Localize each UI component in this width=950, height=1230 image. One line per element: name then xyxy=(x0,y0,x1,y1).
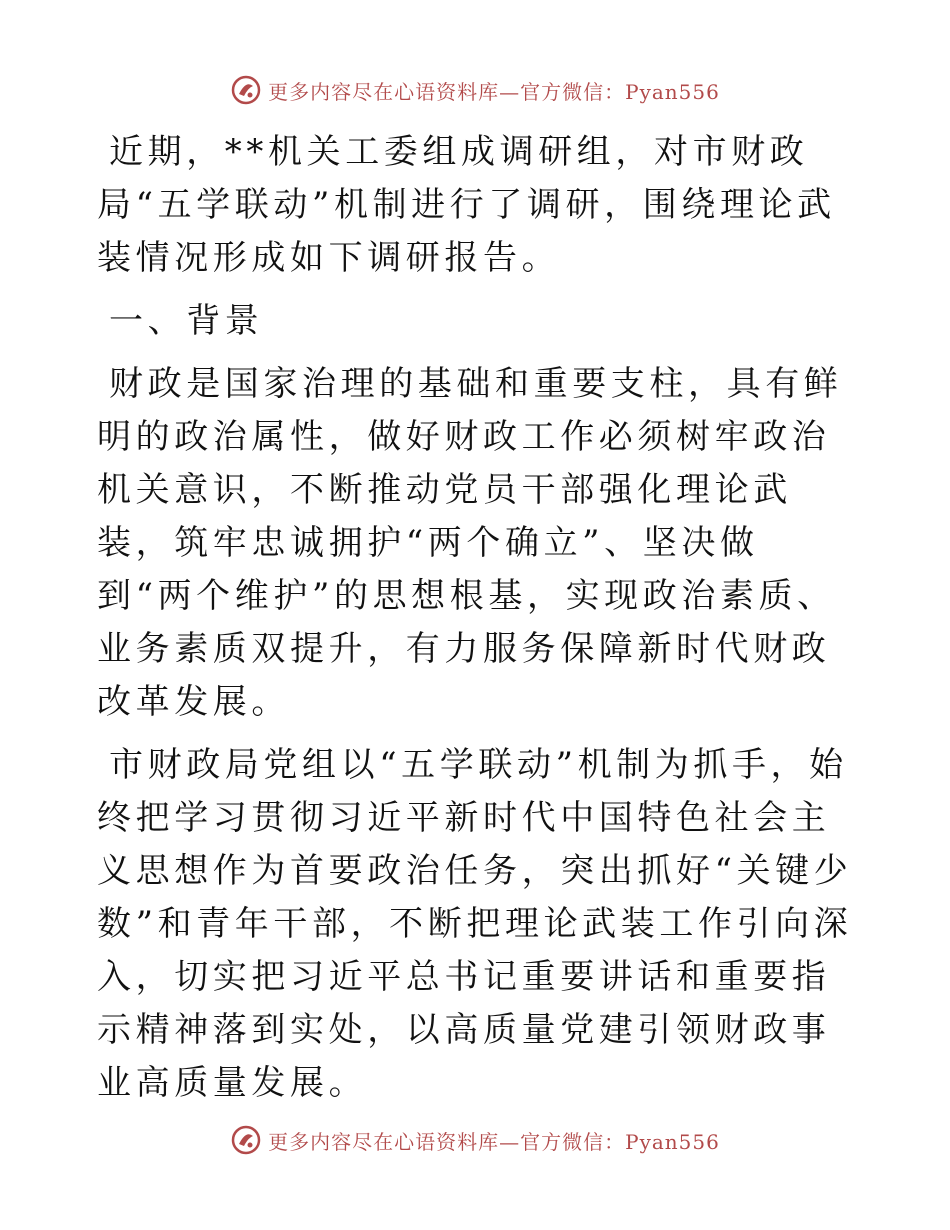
paragraph-background-1: 财政是国家治理的基础和重要支柱，具有鲜明的政治属性，做好财政工作必须树牢政治机关意识，不断推动党员干部强化理论武装，筑牢忠诚拥护“两个确立”、坚决做到“两个维护”的思想根基，实现政治素质、业务素质双提升，有力服务保障新时代财政改革发展。 xyxy=(97,364,843,722)
paragraph-intro: 近期，**机关工委组成调研组，对市财政局“五学联动”机制进行了调研，围绕理论武装情况形成如下调研报告。 xyxy=(97,132,836,278)
paragraph-background-2: 市财政局党组以“五学联动”机制为抓手，始终把学习贯彻习近平新时代中国特色社会主义思想作为首要政治任务，突出抓好“关键少数”和青年干部，不断把理论武装工作引向深入，切实把习近平总书记重要讲话和重要指示精神落到实处，以高质量党建引领财政事业高质量发展。 xyxy=(97,745,853,1103)
watermark-header xyxy=(0,74,950,106)
section-heading-background: 一、背景 xyxy=(109,301,264,341)
watermark-text: 更多内容尽在心语资料库—官方微信：Pyan556 xyxy=(268,79,720,104)
watermark-text: 更多内容尽在心语资料库—官方微信：Pyan556 xyxy=(268,1129,720,1154)
brand-logo-icon xyxy=(230,1124,262,1156)
brand-logo-icon xyxy=(230,74,262,106)
watermark-footer xyxy=(0,1124,950,1156)
document-body xyxy=(97,126,857,1120)
